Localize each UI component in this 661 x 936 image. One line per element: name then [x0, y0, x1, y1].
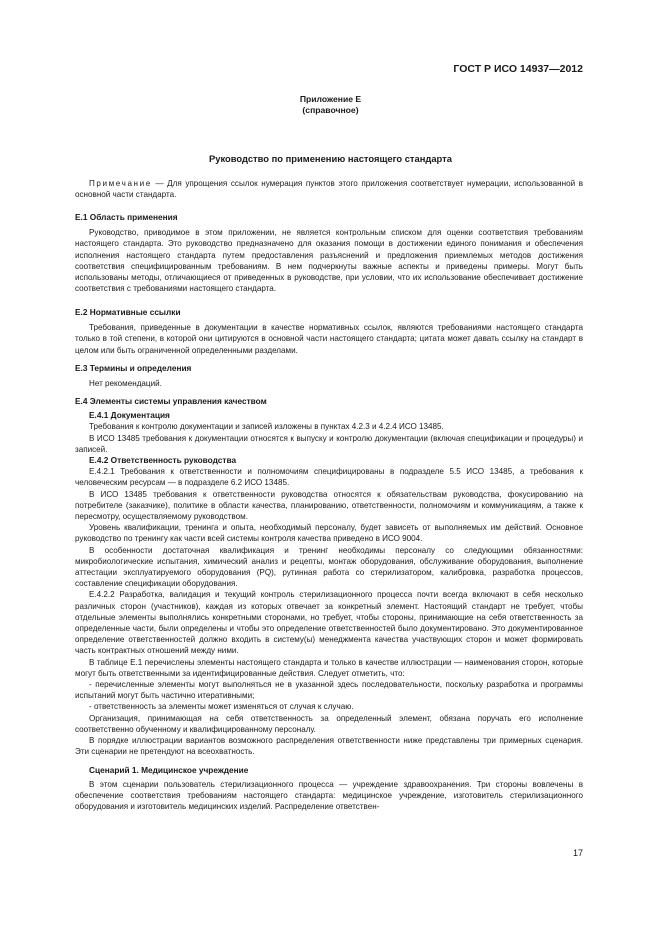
paragraph: В особенности достаточная квалификация и тренинг необходимы персоналу со следующими обязанностями: микробиологические испытания, химический анализ и рецепты, монтаж оборудования, обслуживание оборудования, выполнение аттестации эксплуатируемого оборудования (PQ), рутинная работа со стерилизатором, калибровка, разработка процессов, составление спецификации оборудования.	[75, 545, 583, 589]
subsection-heading: Е.4.1 Документация	[89, 410, 170, 421]
section-e2	[75, 307, 583, 356]
note-label: Примечание	[89, 179, 152, 188]
appendix-subtitle: (справочное)	[302, 105, 359, 115]
note-text: — Для упрощения ссылок нумерация пунктов этого приложения соответствует нумерации, использованной в основной части стандарта.	[75, 179, 583, 200]
appendix-title: Приложение Е	[299, 94, 362, 104]
paragraph: В этом сценарии пользователь стерилизационного процесса — учреждение здравоохранения. Три стороны вовлечены в обеспечение соответствия требованиям настоящего стандарта: медицинское учреждение, изготовитель стерилизационного оборудования и изготовитель медицинских изделий. Распределение ответствен-	[75, 779, 583, 812]
standard-header: ГОСТ Р ИСО 14937—2012	[453, 63, 583, 75]
subsection-heading: Е.4.2 Ответственность руководства	[89, 455, 237, 466]
paragraph: Требования, приведенные в документации в качестве нормативных ссылок, являются требованиями настоящего стандарта только в той степени, в которой они цитируются в основной части настоящего стандарта; цитата может давать ссылку на стандарт в целом или быть ограниченной определенными разделами.	[75, 323, 583, 355]
appendix-heading	[0, 94, 661, 116]
paragraph: В ИСО 13485 требования к ответственности руководства относятся к обязательствам руководства, фокусированию на потребителе (заказчике), политике в области качества, планированию, ответственности, полномочиям и коммуникациям, а также к пересмотру, осуществляемому руководством.	[75, 489, 583, 522]
section-heading: Е.4 Элементы системы управления качеством	[75, 396, 267, 406]
paragraph: Е.4.2.2 Разработка, валидация и текущий контроль стерилизационного процесса почти всегда включают в себя несколько различных сторон (участников), каждая из которых отвечает за конкретный элемент. Настоящий стандарт не требует, чтобы отдельные элементы выполнялись конкретными сторонами, но требует, чтобы стороны, принимающие на себя ответственность за определенные части, были определены и чтобы это определение ответственностей было документировано. Это документированное определение ответственностей должно входить в систему(ы) менеджмента качества участвующих сторон и может формировать часть контрактных отношений между ними.	[75, 590, 583, 656]
section-heading: Е.3 Термины и определения	[75, 363, 192, 373]
scenario-heading: Сценарий 1. Медицинское учреждение	[89, 764, 249, 775]
paragraph: Нет рекомендаций.	[89, 379, 162, 389]
note-paragraph	[75, 178, 583, 200]
section-e4	[75, 396, 583, 812]
section-heading: Е.2 Нормативные ссылки	[75, 307, 181, 317]
section-e3	[75, 363, 583, 389]
list-item: - перечисленные элементы могут выполняться не в указанной здесь последовательности, поскольку разработка и программы испытаний могут быть частично итеративными;	[75, 680, 583, 701]
paragraph: Требования к контролю документации и записей изложены в пунктах 4.2.3 и 4.2.4 ИСО 13485.	[89, 422, 444, 432]
document-title: Руководство по применению настоящего стандарта	[209, 153, 452, 164]
paragraph: В таблице Е.1 перечислены элементы настоящего стандарта и только в качестве иллюстрации — наименования сторон, которые могут быть ответственными за идентифицированные действия. Следует отметить, что:	[75, 657, 583, 678]
section-heading: Е.1 Область применения	[75, 212, 178, 222]
note-block	[75, 178, 583, 200]
paragraph: Е.4.2.1 Требования к ответственности и полномочиям специфицированы в подразделе 5.5 ИСО 13485, а требования к человеческим ресурсам — в подразделе 6.2 ИСО 13485.	[75, 467, 583, 488]
paragraph: Организация, принимающая на себя ответственность за определенный элемент, обязана поручать его исполнение соответственно обученному и квалифицированному персоналу.	[75, 713, 583, 734]
page-number: 17	[572, 848, 583, 858]
section-e1	[75, 212, 583, 294]
paragraph: В порядке иллюстрации вариантов возможного распределения ответственности ниже представлены три примерных сценария. Эти сценарии не претендуют на всеохватность.	[75, 736, 583, 757]
paragraph: Руководство, приводимое в этом приложении, не является контрольным списком для оценки соответствия требованиям настоящего стандарта. Это руководство предназначено для оказания помощи в достижении единого понимания и обеспечения исполнения настоящего стандарта путем предоставления разъяснений и предложения приемлемых методов достижения соответствия специфицированным требованиям. В нем подчеркнуты важные аспекты и приведены примеры. Могут быть использованы методы, отличающиеся от приведенных в руководстве, при условии, что их использование обеспечивает достижение соответствия с требованиями настоящего стандарта.	[75, 228, 583, 294]
list-item: - ответственность за элементы может изменяться от случая к случаю.	[89, 702, 354, 712]
paragraph: В ИСО 13485 требования к документации относятся к выпуску и контролю документации (включая спецификации и процедуры) и записей.	[75, 433, 583, 454]
paragraph: Уровень квалификации, тренинга и опыта, необходимый персоналу, будет зависеть от выполняемых им действий. Основное руководство по тренингу как части всей системы контроля качества приведено в ИСО 9004.	[75, 523, 583, 544]
